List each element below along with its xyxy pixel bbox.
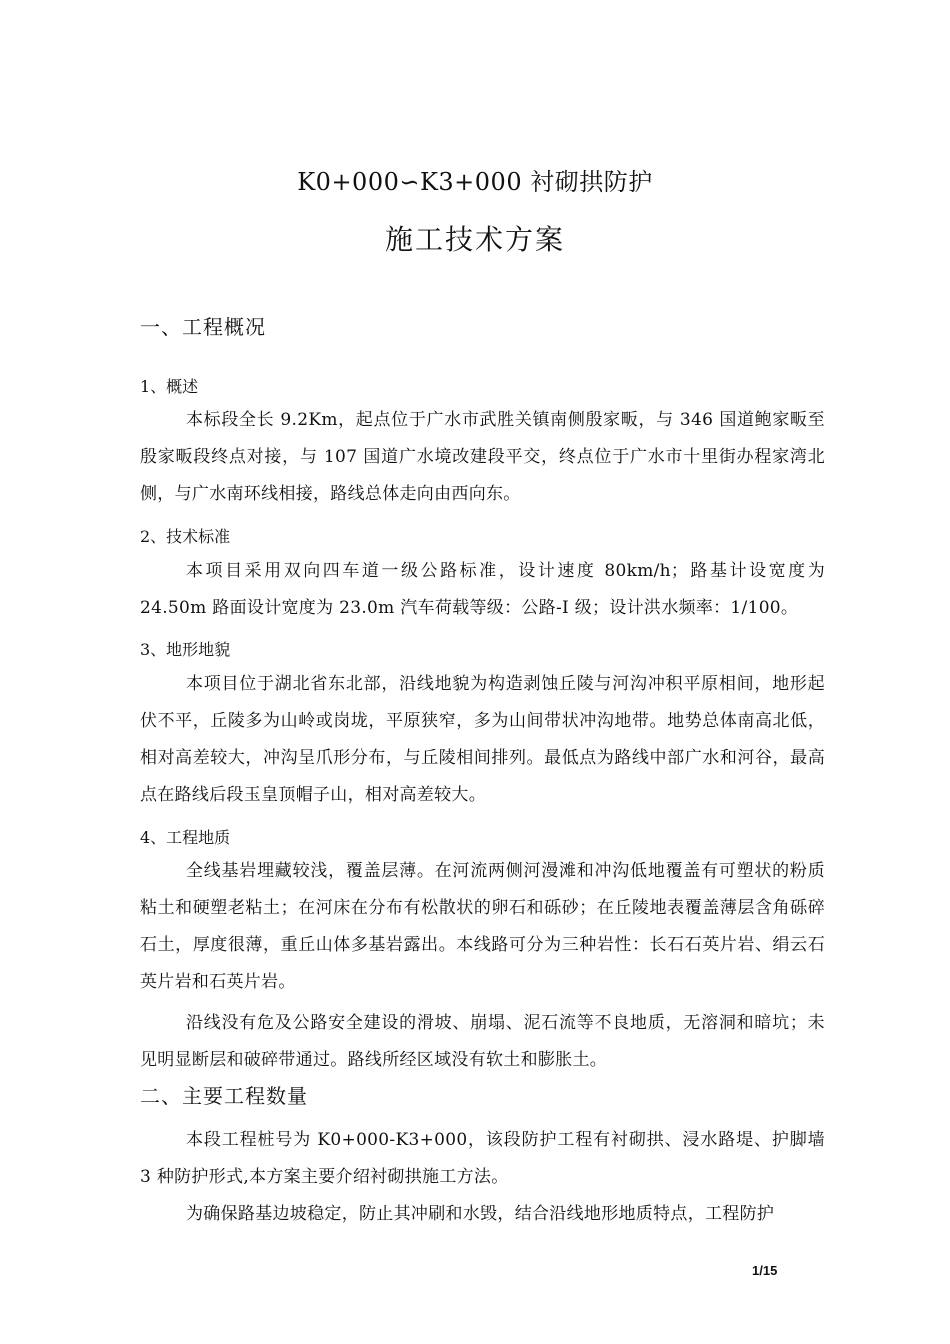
paragraph-summary: 本标段全长 9.2Km，起点位于广水市武胜关镇南侧殷家畈，与 346 国道鲍家畈至殷家畈段终点对接，与 107 国道广水境改建段平交，终点位于广水市十里街办程家湾北侧，与广水南环线相接，路线总体走向由西向东。: [140, 410, 825, 504]
subheading-technical-standard: 2、技术标准: [140, 527, 231, 546]
paragraph-terrain: 本项目位于湖北省东北部，沿线地貌为构造剥蚀丘陵与河沟冲积平原相间，地形起伏不平，丘陵多为山岭或岗垅，平原狭窄，多为山间带状冲沟地带。地势总体南高北低，相对高差较大，冲沟呈爪形分布，与丘陵相间排列。最低点为路线中部广水和河谷，最高点在路线后段玉皇顶帽子山，相对高差较大。: [140, 674, 825, 805]
document-subtitle: 施工技术方案: [384, 223, 565, 256]
subheading-terrain: 3、地形地貌: [140, 640, 231, 659]
page-number: 1/15: [752, 1263, 778, 1278]
paragraph-quantities-2: 为确保路基边坡稳定，防止其冲刷和水毁，结合沿线地形地质特点，工程防护: [186, 1204, 775, 1224]
paragraph-geology-2: 沿线没有危及公路安全建设的滑坡、崩塌、泥石流等不良地质，无溶洞和暗坑；未见明显断层和破碎带通过。路线所经区域没有软土和膨胀土。: [140, 1013, 825, 1070]
paragraph-technical-standard: 本项目采用双向四车道一级公路标准，设计速度 80km/h；路基计设宽度为 24.50m 路面设计宽度为 23.0m 汽车荷载等级：公路-I 级；设计洪水频率：1/100。: [140, 561, 825, 618]
paragraph-geology-1: 全线基岩埋藏较浅，覆盖层薄。在河流两侧河漫滩和冲沟低地覆盖有可塑状的粉质粘土和硬塑老粘土；在河床在分布有松散状的卵石和砾砂；在丘陵地表覆盖薄层含角砾碎石土，厚度很薄，重丘山体多基岩露出。本线路可分为三种岩性：长石石英片岩、绢云石英片岩和石英片岩。: [140, 861, 825, 992]
paragraph-quantities-1: 本段工程桩号为 K0+000-K3+000，该段防护工程有衬砌拱、浸水路堤、护脚墙 3 种防护形式,本方案主要介绍衬砌拱施工方法。: [140, 1130, 825, 1187]
section-heading-overview: 一、工程概况: [140, 315, 266, 339]
subheading-summary: 1、概述: [140, 377, 199, 396]
document-title: K0+000∽K3+000 衬砌拱防护: [297, 168, 653, 196]
subheading-geology: 4、工程地质: [140, 828, 231, 847]
section-heading-quantities: 二、主要工程数量: [140, 1084, 308, 1108]
